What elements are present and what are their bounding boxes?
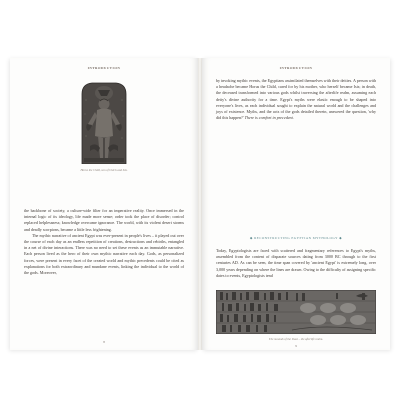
right-paragraph-1	[216, 78, 376, 121]
right-body-text-bottom	[216, 248, 376, 279]
horus-statue-image	[76, 80, 132, 164]
left-paragraph-2: The mythic narrative of ancient Egypt was ever-present in people's lives – it played out over the course of each day as an endless repetition of creations, destructions and rebirths, entangled in a net of divine interactions. There was no need to set these events as an immutable narrative. Each person lived as the hero of their own mythic narrative each day. Gods, as personalized forces, were present in every facet of the created world and mythic precedents could be cited as explanations for both extraordinary and mundane events, linking the individual to the world of the gods. Moreover,	[24, 232, 184, 276]
section-heading: ◆ RECONSTRUCTING EGYPTIAN MYTHOLOGY ◆	[249, 236, 343, 240]
right-page-number: 9	[295, 344, 297, 348]
duat-relief-illustration	[216, 290, 376, 334]
left-body-text	[24, 208, 184, 276]
left-running-head: INTRODUCTION	[87, 66, 121, 70]
left-paragraph-1: the backbone of society, a culture-wide filter for an imperative reality. Once immersed in the internal logic of its ideology, life made more sense; order took the place of disorder; control replaced helplessness; knowledge overcame ignorance. The world, with its violent desert storms and deadly scorpions, became a little less frightening.	[24, 208, 184, 232]
right-paragraph-1-text: by invoking mythic events, the Egyptians assimilated themselves with their deities. A person with a headache became Horus the Child, cared for by his mother, who herself became Isis; in death, the deceased transformed into various gods whilst traversing the afterlife realm, assuming each deity's divine authority for a time. Egypt's myths were elastic enough to be shaped into everyone's lives, as each individual sought to explain the natural world and the challenges and joys of existence. Myths, and the acts of the gods detailed therein, answered the question, 'why did this happen?'	[216, 78, 376, 121]
right-paragraph-1-italic: There is comfort in precedent.	[244, 115, 294, 121]
horus-statue-illustration	[76, 80, 132, 164]
left-figure-caption: Horus the Child, son of Osiris and Isis.	[80, 168, 128, 172]
right-paragraph-2: Today, Egyptologists are faced with scattered and fragmentary references to Egypt's myths, assembled from the content of disparate sources dating from 3000 BC through to the first centuries AD. As can be seen, the time span covered by 'ancient Egypt' is extremely long, over 3,000 years depending on where the lines are drawn. Owing to the difficulty of assigning specific dates to events, Egyptologists tend	[216, 248, 376, 278]
right-figure-caption: The mounds of the Duat – the afterlife realm.	[268, 337, 324, 341]
right-body-text-top	[216, 78, 376, 121]
right-running-head: INTRODUCTION	[279, 66, 313, 70]
right-page	[202, 58, 390, 350]
left-page-number: 8	[103, 340, 105, 344]
duat-relief-image	[216, 290, 376, 334]
left-page	[10, 58, 198, 350]
